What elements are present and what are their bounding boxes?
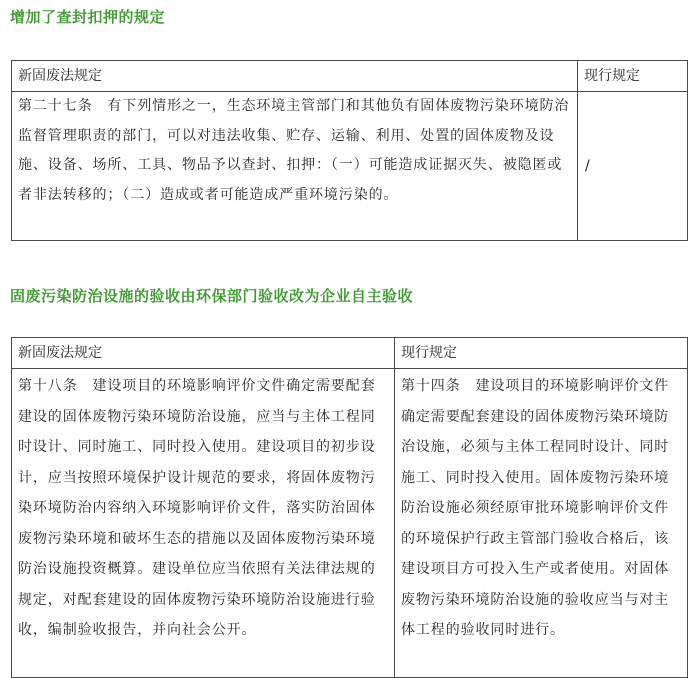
current-rule-text: 第十四条 建设项目的环境影响评价文件确定需要配套建设的固体废物污染环境防治设施，必须与主体工程同时设计、同时施工、同时投入使用。固体废物污染环境防治设施必须经原审批环境影响评价文件的环境保护行政主管部门验收合格后，该建设项目方可投入生产或者使用。对固体废物污染环境防治设施的验收应当与对主体工程的验收同时进行。 — [395, 369, 688, 678]
table-header-row — [12, 338, 688, 369]
comparison-table-facility-acceptance — [11, 337, 688, 678]
section-title-facility-acceptance: 固废污染防治设施的验收由环保部门验收改为企业自主验收 — [10, 287, 414, 305]
new-law-text: 第二十七条 有下列情形之一，生态环境主管部门和其他负有固体废物污染环境防治监督管理职责的部门，可以对违法收集、贮存、运输、利用、处置的固体废物及设施、设备、场所、工具、物品予以查封、扣押：（一）可能造成证据灭失、被隐匿或者非法转移的；（二）造成或者可能造成严重环境污染的。 — [12, 92, 578, 241]
header-new-law: 新固废法规定 — [12, 338, 395, 369]
header-current-rule: 现行规定 — [395, 338, 688, 369]
current-rule-text: / — [578, 92, 688, 241]
table-row — [12, 92, 688, 241]
table-header-row — [12, 61, 688, 92]
comparison-table-seal-detain — [11, 60, 688, 241]
header-new-law: 新固废法规定 — [12, 61, 578, 92]
header-current-rule: 现行规定 — [578, 61, 688, 92]
table-row — [12, 369, 688, 678]
new-law-text: 第十八条 建设项目的环境影响评价文件确定需要配套建设的固体废物污染环境防治设施，应当与主体工程同时设计、同时施工、同时投入使用。建设项目的初步设计，应当按照环境保护设计规范的要求，将固体废物污染环境防治内容纳入环境影响评价文件，落实防治固体废物污染环境和破坏生态的措施以及固体废物污染环境防治设施投资概算。建设单位应当依照有关法律法规的规定，对配套建设的固体废物污染环境防治设施进行验收，编制验收报告，并向社会公开。 — [12, 369, 395, 678]
section-title-seal-detain: 增加了查封扣押的规定 — [10, 8, 166, 26]
